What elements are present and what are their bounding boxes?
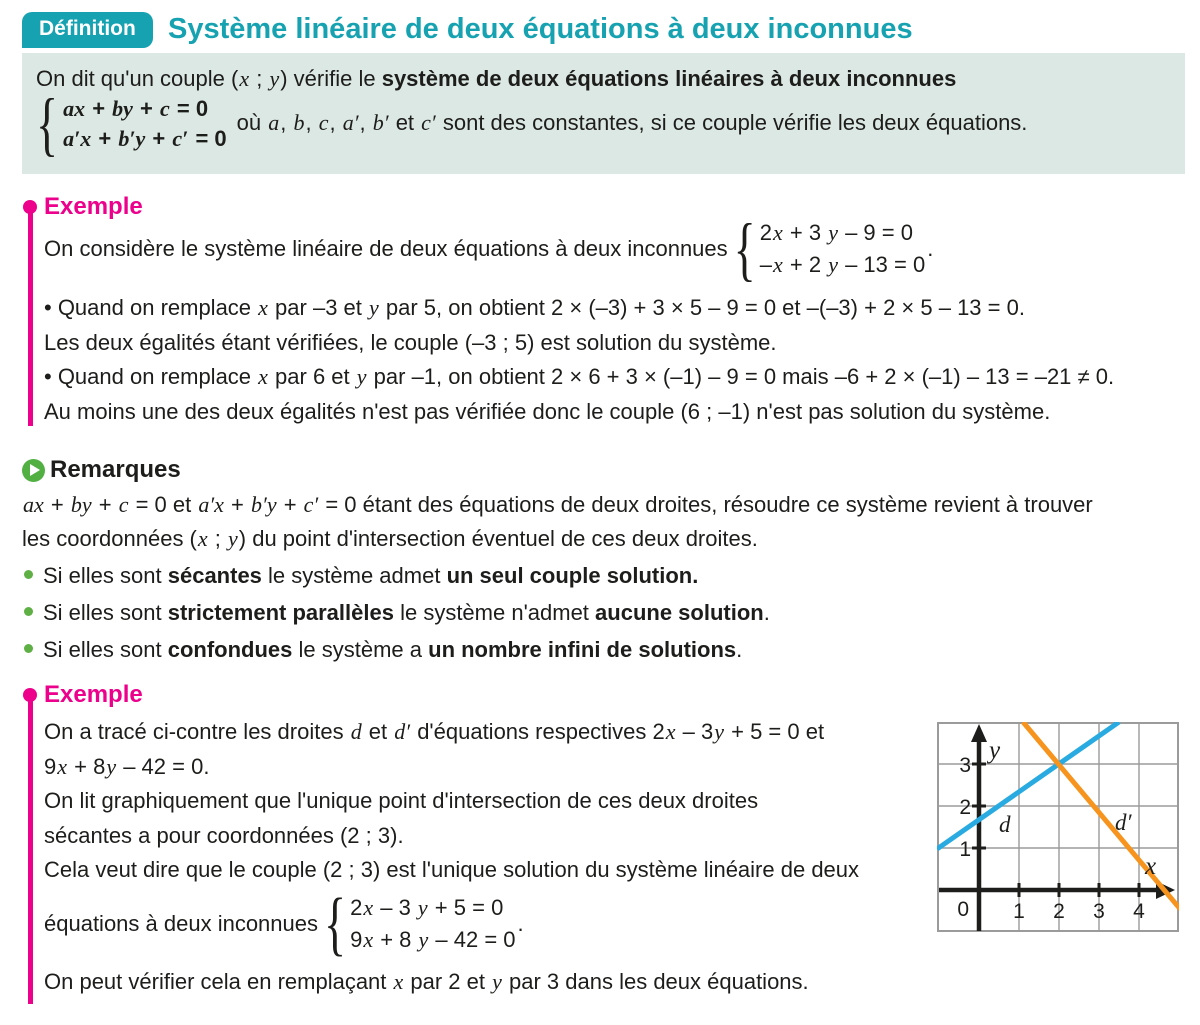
y-tick-label: 1	[959, 838, 971, 861]
definition-equation-system	[36, 83, 227, 163]
remarks-heading: Remarques	[50, 456, 181, 483]
list-item	[22, 594, 770, 631]
definition-box	[22, 53, 1185, 174]
definition-badge-label: Définition	[22, 12, 153, 48]
text-line: les coordonnées (x ; y) du point d'intersection éventuel de ces deux droites.	[22, 525, 758, 551]
bullet-icon	[24, 607, 33, 616]
bullet-icon	[24, 570, 33, 579]
figure-graph	[937, 722, 1179, 937]
definition-badge	[22, 12, 153, 48]
brace-icon: {	[324, 883, 347, 963]
y-tick-label: 2	[959, 796, 971, 819]
text-line: 9x + 8y – 42 = 0.	[44, 753, 210, 779]
line-d-prime-label: d′	[1115, 810, 1132, 835]
text-line: • Quand on remplace x par 6 et y par –1, on obtient 2 × 6 + 3 × (–1) – 9 = 0 mais –6 + 2 × (–1) – 13 = –21 ≠ 0.	[44, 364, 1115, 389]
example-rail	[28, 208, 33, 426]
equation-line: 9x + 8 y – 42 = 0	[350, 927, 516, 952]
period: .	[927, 236, 934, 261]
example2-heading: Exemple	[44, 681, 143, 708]
x-tick-label: 3	[1093, 900, 1105, 923]
coordinate-plane	[937, 722, 1179, 932]
bullet-icon	[24, 644, 33, 653]
remarks-paragraph	[22, 488, 1093, 555]
equation-line: –x + 2 y – 13 = 0	[759, 252, 926, 277]
line-d-label: d	[999, 812, 1011, 837]
text-line: Si elles sont confondues le système a un nombre infini de solutions.	[43, 637, 743, 662]
example-rail	[28, 696, 33, 1004]
text-line: On lit graphiquement que l'unique point d'intersection de ces deux droites	[44, 788, 759, 813]
example1-intro-row	[44, 210, 933, 288]
list-item	[22, 557, 770, 594]
remarks-heading-row	[22, 456, 181, 484]
origin-label: 0	[957, 898, 969, 921]
text-line: Si elles sont sécantes le système admet un seul couple solution.	[43, 563, 699, 588]
example1-heading: Exemple	[44, 193, 143, 220]
play-icon	[22, 459, 45, 482]
text-line: Si elles sont strictement parallèles le système n'admet aucune solution.	[43, 600, 770, 625]
text-line: On a tracé ci-contre les droites d et d′ d'équations respectives 2x – 3y + 5 = 0 et	[44, 719, 825, 744]
example2-closing	[44, 965, 809, 1000]
text-line: On peut vérifier cela en remplaçant x par 2 et y par 3 dans les deux équations.	[44, 969, 809, 994]
brace-icon: {	[733, 208, 756, 288]
equation-line: a′x + b′y + c′ = 0	[63, 125, 227, 151]
example1-equation-system	[733, 208, 926, 288]
text-line: • Quand on remplace x par –3 et y par 5, on obtient 2 × (–3) + 3 × 5 – 9 = 0 et –(–3) + 2 × 5 – 13 = 0.	[44, 295, 1025, 320]
x-tick-label: 1	[1013, 900, 1025, 923]
page-title: Système linéaire de deux équations à deux inconnues	[168, 13, 913, 45]
equation-line: ax + by + c = 0	[63, 95, 209, 121]
period: .	[517, 911, 524, 936]
remarks-bullet-list	[22, 557, 770, 668]
example1-body	[44, 291, 1114, 429]
y-axis-label: y	[989, 737, 1001, 764]
x-axis-label: x	[1145, 853, 1157, 880]
text-line: sécantes a pour coordonnées (2 ; 3).	[44, 822, 404, 848]
x-tick-label: 2	[1053, 900, 1065, 923]
brace-icon: {	[36, 83, 59, 163]
list-item	[22, 631, 770, 668]
x-tick-label: 4	[1133, 900, 1145, 923]
equation-line: 2x – 3 y + 5 = 0	[350, 895, 504, 920]
equation-line: 2x + 3 y – 9 = 0	[759, 220, 913, 245]
text-line: On considère le système linéaire de deux équations à deux inconnues	[44, 235, 728, 261]
example2-system-row	[44, 883, 524, 963]
example2-equation-system	[324, 883, 516, 963]
text-line: équations à deux inconnues	[44, 910, 318, 936]
definition-text-after: où a, b, c, a′, b′ et c′ sont des constantes, si ce couple vérifie les deux équations.	[236, 110, 1028, 136]
text-line: Cela veut dire que le couple (2 ; 3) est l'unique solution du système linéaire de deux	[44, 857, 860, 882]
y-tick-label: 3	[959, 754, 971, 777]
text-line: Au moins une des deux égalités n'est pas vérifiée donc le couple (6 ; –1) n'est pas solution du système.	[44, 398, 1051, 424]
text-line: ax + by + c = 0 et a′x + b′y + c′ = 0 étant des équations de deux droites, résoudre ce système revient à trouver	[23, 492, 1093, 517]
text-line: Les deux égalités étant vérifiées, le couple (–3 ; 5) est solution du système.	[44, 329, 777, 355]
example2-body	[44, 715, 859, 888]
definition-text-line: On dit qu'un couple (x ; y) vérifie le système de deux équations linéaires à deux inconnues	[36, 66, 957, 91]
